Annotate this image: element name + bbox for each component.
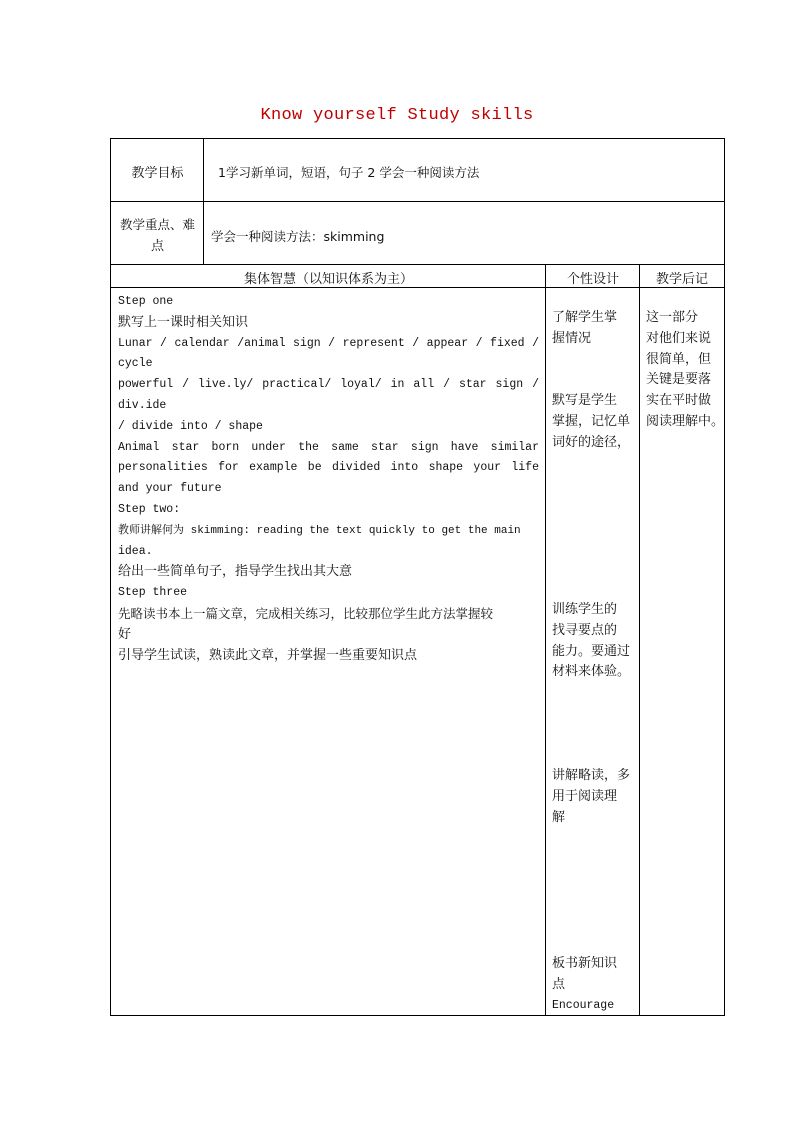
- collective-line: Lunar / calendar /animal sign / represent / appear / fixed / cycle: [118, 336, 539, 371]
- personal-note-line: 默写是学生: [552, 393, 618, 408]
- personal-note-line: 讲解略读，多: [552, 768, 631, 783]
- collective-line: idea.: [118, 544, 153, 558]
- collective-line: Animal star born under the same star sign have similar: [118, 440, 539, 454]
- reflection-line: 阅读理解中。: [646, 413, 725, 429]
- objectives-text: 1学习新单词，短语，句子 2 学会一种阅读方法: [218, 165, 480, 180]
- personal-note-line: 词好的途径，: [552, 434, 631, 450]
- collective-line: Step one: [118, 295, 174, 308]
- key-points-content-cell: [204, 202, 724, 264]
- key-points-label-line1: 教学重点、难: [119, 217, 195, 232]
- personal-note-line: 训练学生的: [552, 602, 618, 617]
- personal-note-line: 板书新知识: [552, 956, 618, 971]
- personal-note-line: 握情况: [552, 330, 592, 346]
- personal-note: [552, 391, 635, 453]
- personal-note-line: 用于阅读理: [552, 788, 618, 804]
- reflection-line: 很简单，但: [646, 351, 712, 367]
- reflection-cell: [640, 288, 724, 1015]
- key-points-label-line2: 点: [150, 239, 164, 254]
- collective-line: and your future: [118, 482, 222, 496]
- personal-note-line: 能力。要通过: [552, 643, 631, 659]
- reflection-header-cell: [640, 265, 724, 287]
- key-points-label-cell: [111, 202, 204, 264]
- reflection-header: 教学后记: [655, 272, 708, 287]
- personal-note: [552, 600, 635, 683]
- collective-line: 好: [118, 626, 132, 642]
- personal-note: [552, 308, 635, 350]
- objectives-row: [111, 139, 724, 202]
- personal-note-line: 掌握，记忆单: [552, 413, 631, 429]
- reflection-content: [646, 308, 724, 433]
- collective-line: 先略读书本上一篇文章，完成相关练习，比较那位学生此方法掌握较: [118, 605, 494, 621]
- reflection-line: 这一部分: [646, 310, 699, 325]
- objectives-content-cell: [204, 139, 724, 201]
- personal-header-cell: [546, 265, 640, 287]
- personal-header: 个性设计: [566, 272, 619, 287]
- personal-note: [552, 954, 635, 1016]
- collective-header-cell: [111, 265, 546, 287]
- objectives-label: 教学目标: [131, 166, 184, 181]
- header-row: [111, 265, 724, 288]
- personal-note-line: 解: [552, 809, 566, 825]
- collective-line: Step two:: [118, 502, 181, 516]
- personal-note: [552, 766, 635, 828]
- collective-header: 集体智慧（以知识体系为主）: [243, 272, 413, 287]
- personal-note-line: 点: [552, 976, 566, 992]
- collective-line: Step three: [118, 586, 188, 600]
- reflection-line: 对他们来说: [646, 330, 712, 346]
- personal-note-line: 找寻要点的: [552, 622, 618, 638]
- body-row: [111, 288, 724, 1015]
- collective-content: [118, 292, 539, 666]
- collective-line: 引导学生试读，熟读此文章，并掌握一些重要知识点: [118, 647, 418, 663]
- page-title: Know yourself Study skills: [260, 106, 534, 125]
- personal-cell: [546, 288, 640, 1015]
- collective-line: powerful / live.ly/ practical/ loyal/ in all / star sign / div.ide: [118, 378, 539, 412]
- collective-cell: [111, 288, 546, 1015]
- objectives-label-cell: [111, 139, 204, 201]
- collective-line: 教师讲解何为 skimming: reading the text quickly to get the main: [118, 524, 521, 537]
- personal-note-line: Encourage: [552, 998, 615, 1012]
- collective-line: personalities for example be divided into shape your life: [118, 461, 539, 475]
- key-points-row: [111, 202, 724, 265]
- personal-note-line: 材料来体验。: [552, 664, 631, 680]
- reflection-line: 关键是要落: [646, 372, 712, 388]
- collective-line: 给出一些简单句子，指导学生找出其大意: [118, 564, 353, 580]
- key-points-text: 学会一种阅读方法：skimming: [211, 229, 385, 244]
- collective-line: 默写上一课时相关知识: [118, 314, 249, 330]
- collective-line: / divide into / shape: [118, 419, 263, 433]
- personal-note-line: 了解学生掌: [552, 310, 618, 325]
- reflection-line: 实在平时做: [646, 393, 712, 409]
- lesson-plan-table: [110, 138, 725, 1016]
